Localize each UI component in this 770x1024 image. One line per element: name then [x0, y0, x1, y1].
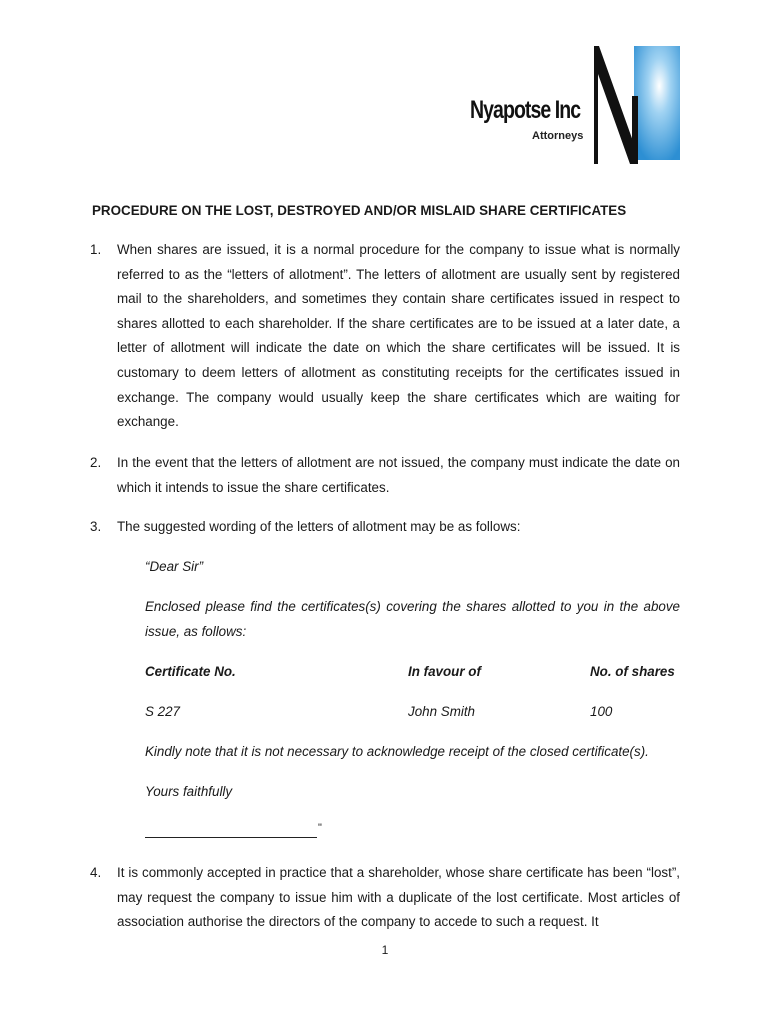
letter-intro: Enclosed please find the certificates(s) covering the shares allotted to you in the above issue, as follows: [145, 599, 680, 639]
document-title: PROCEDURE ON THE LOST, DESTROYED AND/OR MISLAID SHARE CERTIFICATES [92, 203, 627, 218]
paragraph-text: The suggested wording of the letters of allotment may be as follows: [117, 519, 521, 534]
letter-note: Kindly note that it is not necessary to acknowledge receipt of the closed certificate(s). [145, 744, 649, 759]
letter-closing: Yours faithfully [145, 784, 233, 799]
paragraph-number: 2. [90, 455, 102, 470]
table-cell-in-favour-of: John Smith [408, 704, 475, 719]
table-header-no-of-shares: No. of shares [590, 664, 675, 679]
paragraph-3 [90, 515, 680, 540]
paragraph-2 [90, 451, 680, 500]
letter-end-quote: " [318, 822, 322, 834]
paragraph-4 [90, 861, 680, 935]
table-header-certificate-no: Certificate No. [145, 664, 236, 679]
signature-line [145, 837, 317, 838]
paragraph-1 [90, 238, 680, 435]
table-cell-no-of-shares: 100 [590, 704, 613, 719]
firm-name: Nyapotse Inc [470, 96, 581, 124]
paragraph-number: 1. [90, 242, 102, 257]
firm-logo [470, 44, 682, 166]
logo-ni-mark-icon [594, 44, 684, 164]
paragraph-number: 3. [90, 519, 102, 534]
firm-subtitle: Attorneys [532, 130, 584, 142]
paragraph-text: In the event that the letters of allotment are not issued, the company must indicate the date on which it intends to issue the share certificates. [117, 455, 680, 495]
table-cell-certificate-no: S 227 [145, 704, 180, 719]
paragraph-text: When shares are issued, it is a normal procedure for the company to issue what is normally referred to as the “letters of allotment”. The letters of allotment are usually sent by registered mail to the shareholders, and sometimes they contain share certificates issued in respect to shares allotted to each shareholder. If the share certificates are to be issued at a later date, a letter of allotment will indicate the date on which the share certificates will be issued. It is customary to deem letters of allotment as constituting receipts for the certificates issued in exchange. The company would usually keep the share certificates which are waiting for exchange. [117, 242, 680, 430]
paragraph-number: 4. [90, 865, 102, 880]
paragraph-text: It is commonly accepted in practice that a shareholder, whose share certificate has been “lost”, may request the company to issue him with a duplicate of the lost certificate. Most articles of association authorise the directors of the company to accede to such a request. It [117, 865, 680, 930]
letter-salutation: “Dear Sir” [145, 559, 204, 574]
table-header-in-favour-of: In favour of [408, 664, 481, 679]
page-number: 1 [381, 943, 389, 957]
